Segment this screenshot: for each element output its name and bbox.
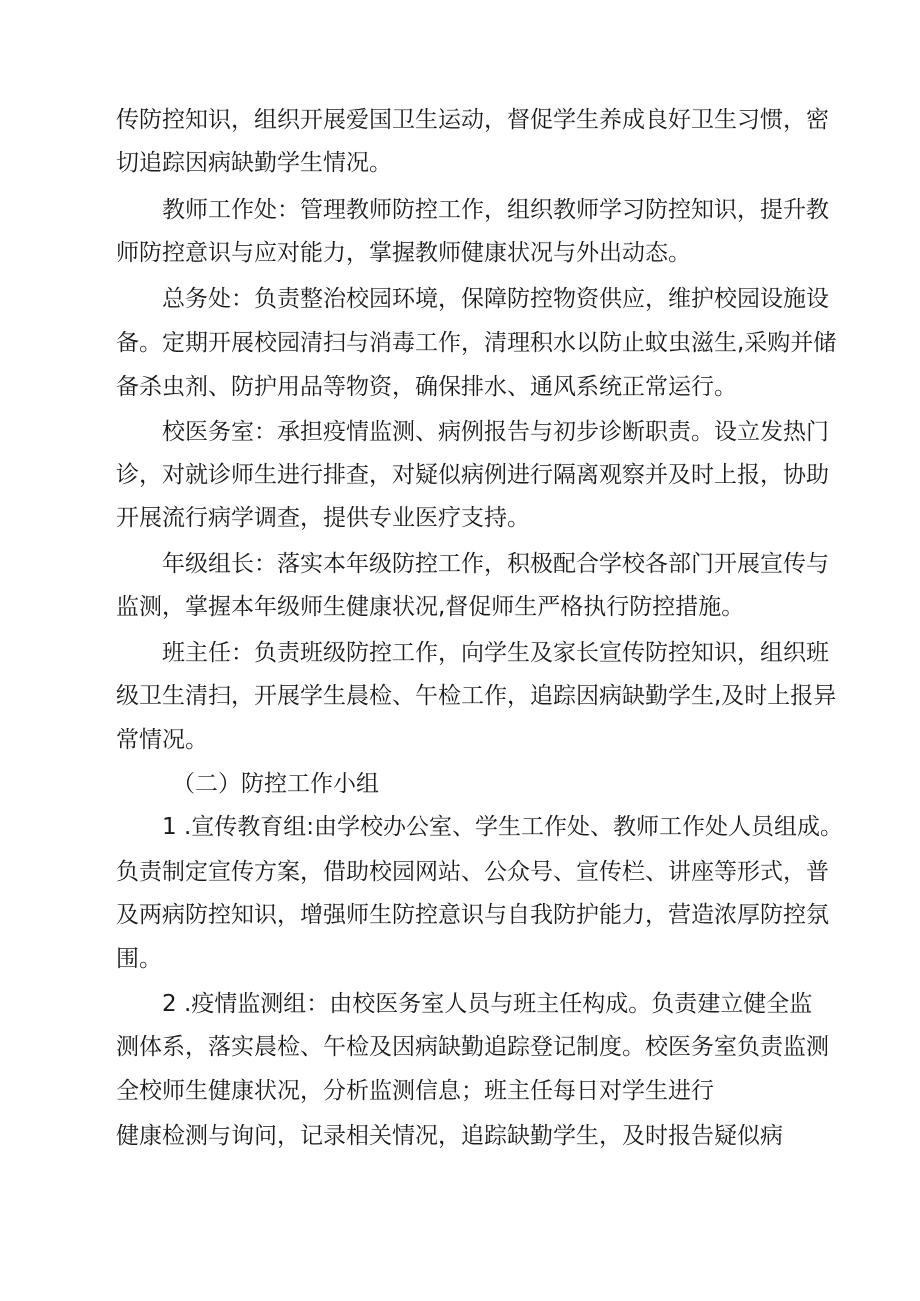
- text-line: 总务处：负责整治校园环境，保障防控物资供应，维护校园设施设: [162, 286, 829, 312]
- text-line: 2 .疫情监测组：由校医务室人员与班主任构成。负责建立健全监: [162, 991, 813, 1017]
- text-line: 班主任：负责班级防控工作，向学生及家长宣传防控知识，组织班: [162, 640, 829, 666]
- text-line: 健康检测与询问，记录相关情况，追踪缺勤学生，及时报告疑似病: [116, 1123, 783, 1149]
- text-line: 开展流行病学调查，提供专业医疗支持。: [116, 505, 530, 531]
- text-line: 全校师生健康状况，分析监测信息；班主任每日对学生进行: [116, 1078, 714, 1104]
- text-line: 负责制定宣传方案，借助校园网站、公众号、宣传栏、讲座等形式，普: [116, 859, 829, 885]
- text-line: 及两病防控知识，增强师生防控意识与自我防护能力，营造浓厚防控氛: [116, 902, 829, 928]
- text-line: 1 .宣传教育组:由学校办公室、学生工作处、教师工作处人员组成。: [162, 814, 844, 840]
- text-line: 传防控知识，组织开展爱国卫生运动，督促学生养成良好卫生习惯，密: [116, 107, 829, 133]
- text-line: 师防控意识与应对能力，掌握教师健康状况与外出动态。: [116, 240, 691, 266]
- text-line: 级卫生清扫，开展学生晨检、午检工作，追踪因病缺勤学生,及时上报异: [116, 683, 837, 709]
- text-line: 诊，对就诊师生进行排查，对疑似病例进行隔离观察并及时上报，协助: [116, 462, 829, 488]
- text-line: 监测，掌握本年级师生健康状况,督促师生严格执行防控措施。: [116, 594, 745, 620]
- text-line: 校医务室：承担疫情监测、病例报告与初步诊断职责。设立发热门: [162, 419, 829, 445]
- text-line: 常情况。: [116, 727, 208, 753]
- section-heading: （二）防控工作小组: [172, 771, 379, 797]
- text-line: 备。定期开展校园清扫与消毒工作，清理积水以防止蚊虫滋生,采购并储: [116, 330, 837, 356]
- text-line: 围。: [116, 946, 162, 972]
- text-line: 测体系，落实晨检、午检及因病缺勤追踪登记制度。校医务室负责监测: [116, 1034, 829, 1060]
- text-line: 年级组长：落实本年级防控工作，积极配合学校各部门开展宣传与: [162, 551, 829, 577]
- text-line: 备杀虫剂、防护用品等物资，确保排水、通风系统正常运行。: [116, 374, 737, 400]
- text-line: 教师工作处：管理教师防控工作，组织教师学习防控知识，提升教: [162, 197, 829, 223]
- text-line: 切追踪因病缺勤学生情况。: [116, 150, 392, 176]
